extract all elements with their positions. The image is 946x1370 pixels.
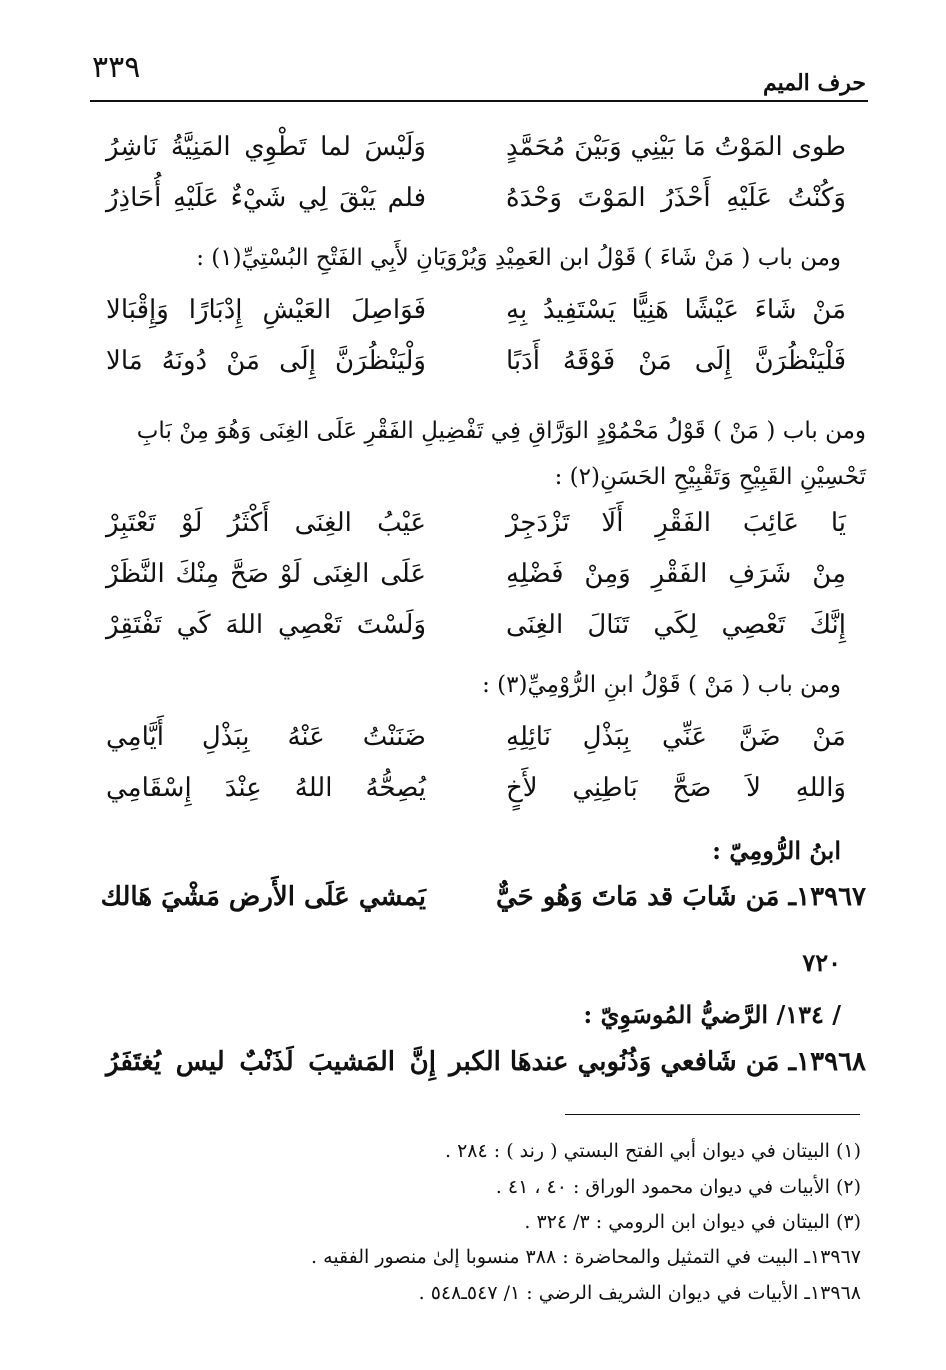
verse-number: ١٣٩٦٨ـ (788, 1047, 866, 1077)
footnote: ١٣٩٦٧ـ البيت في التمثيل والمحاضرة : ٣٨٨ منسوبا إلىٰ منصور الفقيه . (311, 1246, 861, 1268)
verse-second-hemistich: عَلَى الغِنَى لَوْ صَحَّ مِنْكَ النَّظَرْ (106, 559, 426, 589)
footnote: (٣) البيتان في ديوان ابن الرومي : ٣/ ٣٢٤ . (524, 1211, 861, 1233)
verse-first-hemistich: فَلْيَنْظُرَنَّ إِلَى مَنْ فَوْقَهُ أَدَبًا (506, 346, 846, 376)
footnote: (٢) الأبيات في ديوان محمود الوراق : ٤٠ ، ٤١ . (495, 1176, 861, 1198)
verse-second-hemistich: وَلْيَنْظُرَنَّ إِلَى مَنْ دُونَهُ مَالا (106, 346, 426, 376)
verse-second-hemistich: فَوَاصِلَ العَيْشِ إِدْبَارًا وَإِقْبَالا (106, 295, 426, 325)
verse-second-hemistich: عَيْبُ الغِنَى أَكْثَرُ لَوْ تَعْتَبِرْ (106, 508, 426, 538)
verse-second-hemistich: يُصِحُّهُ اللهُ عِنْدَ إِسْقَامِي (106, 773, 426, 803)
poet-heading: ابنُ الرُّومِيّ : (712, 836, 841, 865)
verse-first-hemistich: وَاللهِ لاَ صَحَّ بَاطِنِي لأَخٍ (506, 773, 846, 803)
verse-second-hemistich: فلم يَبْقَ لِي شَيْءٌ عَلَيْهِ أُحَاذِرُ (106, 183, 426, 213)
verse-first-hemistich: مَن شَابَ قد مَاتَ وَهُو حَيٌّ (496, 882, 780, 912)
chapter-title: حرف الميم (762, 70, 866, 96)
verse-second-hemistich: يَمشي عَلَى الأَرض مَشْيَ هَالك (100, 882, 426, 912)
footnote: (١) البيتان في ديوان أبي الفتح البستي ( رند ) : ٢٨٤ . (445, 1140, 861, 1162)
verse-first-hemistich: مَنْ شَاءَ عَيْشًا هَنِيًّا يَسْتَفِيدُ بِهِ (506, 295, 846, 325)
footnote-divider (565, 1114, 860, 1115)
verse-first-hemistich: مِنْ شَرَفِ الفَقْرِ وَمِنْ فَضْلِهِ (506, 559, 846, 589)
verse-first-hemistich: يَا عَائِبَ الفَقْرِ أَلَا تَزْدَجِرْ (506, 508, 846, 538)
section-intro: ومن باب ( مَنْ ) قَوْلُ مَحْمُوْدٍ الوَرَّاقِ فِي تَفْضِيلِ الفَقْرِ عَلَى الغِنَى وَهُوَ مِنْ بَابِ تَحْسِيْنِ القَبِيْحِ وَتَقْبِيْحِ الحَسَنِ(٢) : (136, 418, 866, 490)
verse-first-hemistich: وَكُنْتُ عَلَيْهِ أَحْذَرُ المَوْتَ وَحْدَهُ (506, 183, 846, 213)
verse-second-hemistich: إِنَّ المَشيبَ لَذَنْبٌ ليس يُغتَفَرُ (106, 1047, 436, 1077)
verse-second-hemistich: ضَنَنْتُ عَنْهُ بِبَذْلِ أَيَّامِي (106, 722, 426, 752)
verse-number: ١٣٩٦٧ـ (788, 882, 866, 912)
verse-first-hemistich: مَنْ ضَنَّ عَنِّي بِبَذْلِ نَائِلِهِ (506, 722, 846, 752)
footnote: ١٣٩٦٨ـ الأبيات في ديوان الشريف الرضي : ١/ ٥٤٧ـ٥٤٨ . (418, 1282, 861, 1304)
verse-second-hemistich: وَلَيْسَ لما تَطْوِي المَنِيَّةُ نَاشِرُ (106, 132, 426, 162)
page-number: ٣٣٩ (92, 50, 141, 85)
verse-first-hemistich: طوى المَوْتُ مَا بَيْنِي وَبَيْنَ مُحَمَّدٍ (506, 132, 846, 162)
verse-first-hemistich: إِنَّكَ تَعْصِي لِكَي تَنَالَ الغِنَى (506, 610, 846, 640)
verse-first-hemistich: مَن شَافعي وَذُنُوبي عندهَا الكبر (449, 1047, 780, 1077)
header-divider (90, 100, 868, 102)
poet-heading: / ١٣٤/ الرَّضيُّ المُوسَوِيّ : (583, 1000, 841, 1029)
section-intro: ومن باب ( مَنْ ) قَوْلُ ابنِ الرُّوْمِيِّ(٣) : (482, 672, 841, 698)
section-number: ٧٢٠ (802, 948, 841, 977)
section-intro: ومن باب ( مَنْ شَاءَ ) قَوْلُ ابن العَمِيْدِ وَيُرْوَيَانِ لأَبِي الفَتْحِ البُسْتِيِّ(١) : (196, 245, 841, 271)
verse-second-hemistich: وَلَسْتَ تَعْصِي اللهَ كَي تَفْتَقِرْ (106, 610, 426, 640)
